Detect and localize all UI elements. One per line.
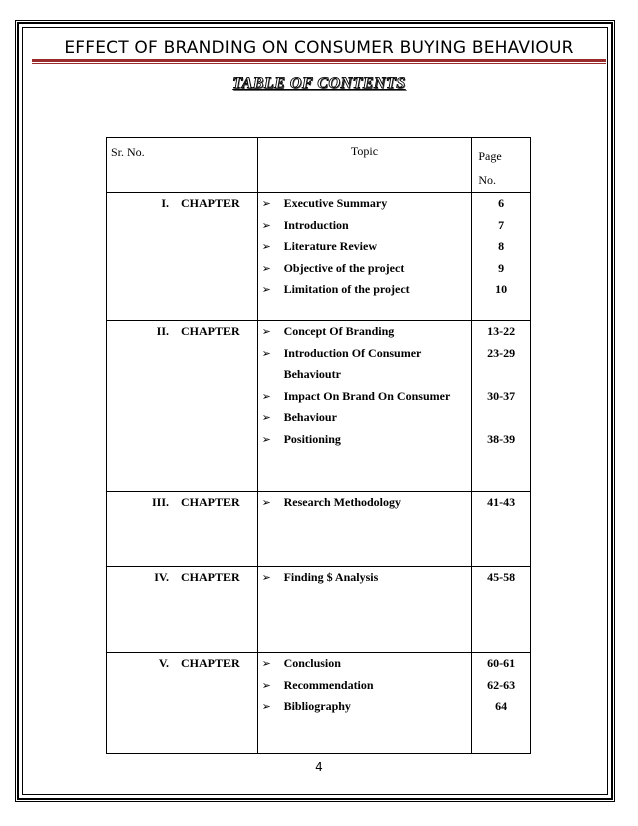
page-ref	[472, 364, 530, 386]
arrow-bullet-icon: ➢	[261, 261, 271, 275]
topic-cell	[257, 193, 472, 321]
toc-table	[106, 137, 531, 754]
page-ref: 10	[495, 282, 508, 296]
chapter-label: CHAPTER	[181, 324, 240, 338]
topic-item: ➢ Bibliography	[258, 696, 472, 718]
roman-numeral: II.	[156, 324, 169, 338]
topic-item: ➢ Impact On Brand On Consumer	[258, 386, 472, 408]
page-ref: 62-63	[487, 677, 516, 692]
topic-item: ➢ Executive Summary	[258, 193, 472, 215]
page-ref: 7	[498, 217, 505, 232]
chapter-label: CHAPTER	[181, 495, 240, 509]
chapter-label: CHAPTER	[181, 656, 240, 670]
topic-item: ➢ Positioning	[258, 429, 472, 451]
arrow-bullet-icon: ➢	[261, 678, 271, 692]
header-rule-thick	[32, 59, 606, 62]
page-number: 4	[315, 760, 323, 774]
page-ref: 41-43	[487, 495, 516, 509]
topic-cell	[257, 321, 472, 492]
toc-header-row	[107, 138, 531, 193]
page-ref: 60-61	[487, 656, 516, 670]
sr-cell	[107, 193, 258, 321]
topic-item: ➢ Literature Review	[258, 236, 472, 258]
topic-item: ➢ Introduction Of Consumer	[258, 343, 472, 365]
roman-numeral: I.	[161, 196, 169, 210]
arrow-bullet-icon: ➢	[261, 700, 271, 713]
arrow-bullet-icon: ➢	[261, 283, 271, 296]
sr-cell	[107, 653, 258, 754]
topic-cell	[257, 653, 472, 754]
page-ref: 64	[495, 699, 508, 713]
header-page-no	[472, 138, 531, 193]
toc-row-1	[107, 193, 531, 321]
toc-row-5	[107, 653, 531, 754]
topic-item: ➢ Recommendation	[258, 675, 472, 697]
page-cell	[472, 193, 531, 321]
topic-item: ➢ Concept Of Branding	[258, 321, 472, 343]
arrow-bullet-icon: ➢	[261, 389, 271, 403]
toc-row-3	[107, 492, 531, 567]
sr-cell	[107, 567, 258, 653]
arrow-bullet-icon: ➢	[261, 240, 271, 253]
arrow-bullet-icon: ➢	[261, 325, 271, 338]
roman-numeral: IV.	[154, 570, 169, 584]
topic-cell	[257, 492, 472, 567]
page-ref: 6	[498, 196, 505, 210]
toc-row-4	[107, 567, 531, 653]
header-topic: Topic	[257, 138, 472, 193]
page-cell	[472, 492, 531, 567]
topic-cell	[257, 567, 472, 653]
topic-item: ➢ Finding $ Analysis	[258, 567, 472, 589]
page-ref: 23-29	[487, 345, 516, 360]
sr-cell	[107, 492, 258, 567]
topic-item: ➢ Research Methodology	[258, 492, 472, 514]
toc-row-2	[107, 321, 531, 492]
header-sr-no: Sr. No.	[107, 138, 258, 193]
page-ref	[472, 407, 530, 429]
arrow-bullet-icon: ➢	[261, 657, 271, 670]
page-ref: 30-37	[487, 388, 516, 403]
arrow-bullet-icon: ➢	[261, 197, 271, 210]
arrow-bullet-icon: ➢	[261, 571, 271, 584]
chapter-label: CHAPTER	[181, 570, 240, 584]
page-cell	[472, 567, 531, 653]
page-ref: 9	[498, 260, 505, 275]
header-page-line1: Page	[478, 149, 502, 163]
header-page-line2: No.	[478, 173, 497, 187]
page-cell	[472, 653, 531, 754]
arrow-bullet-icon: ➢	[261, 218, 271, 232]
chapter-label: CHAPTER	[181, 196, 240, 210]
sr-cell	[107, 321, 258, 492]
arrow-bullet-icon: ➢	[261, 496, 271, 509]
arrow-bullet-icon: ➢	[261, 432, 271, 446]
page-ref: 13-22	[487, 324, 516, 338]
arrow-bullet-icon: ➢	[261, 346, 271, 360]
topic-item: ➢ Conclusion	[258, 653, 472, 675]
roman-numeral: III.	[151, 495, 169, 509]
page-ref: 8	[498, 239, 505, 253]
topic-item-continuation: Behavioutr	[283, 367, 341, 381]
topic-item: ➢ Behaviour	[258, 407, 472, 429]
page-ref: 45-58	[487, 570, 516, 584]
header-rule-thin	[32, 63, 606, 64]
topic-item: ➢ Introduction	[258, 215, 472, 237]
toc-title: TABLE OF CONTENTS	[232, 75, 406, 92]
arrow-bullet-icon: ➢	[261, 411, 271, 424]
page-cell	[472, 321, 531, 492]
topic-item: ➢ Objective of the project	[258, 258, 472, 280]
page-ref: 38-39	[487, 431, 516, 446]
roman-numeral: V.	[158, 656, 169, 670]
running-header: EFFECT OF BRANDING ON CONSUMER BUYING BEHAVIOUR	[64, 38, 574, 58]
topic-item: ➢ Limitation of the project	[258, 279, 472, 301]
